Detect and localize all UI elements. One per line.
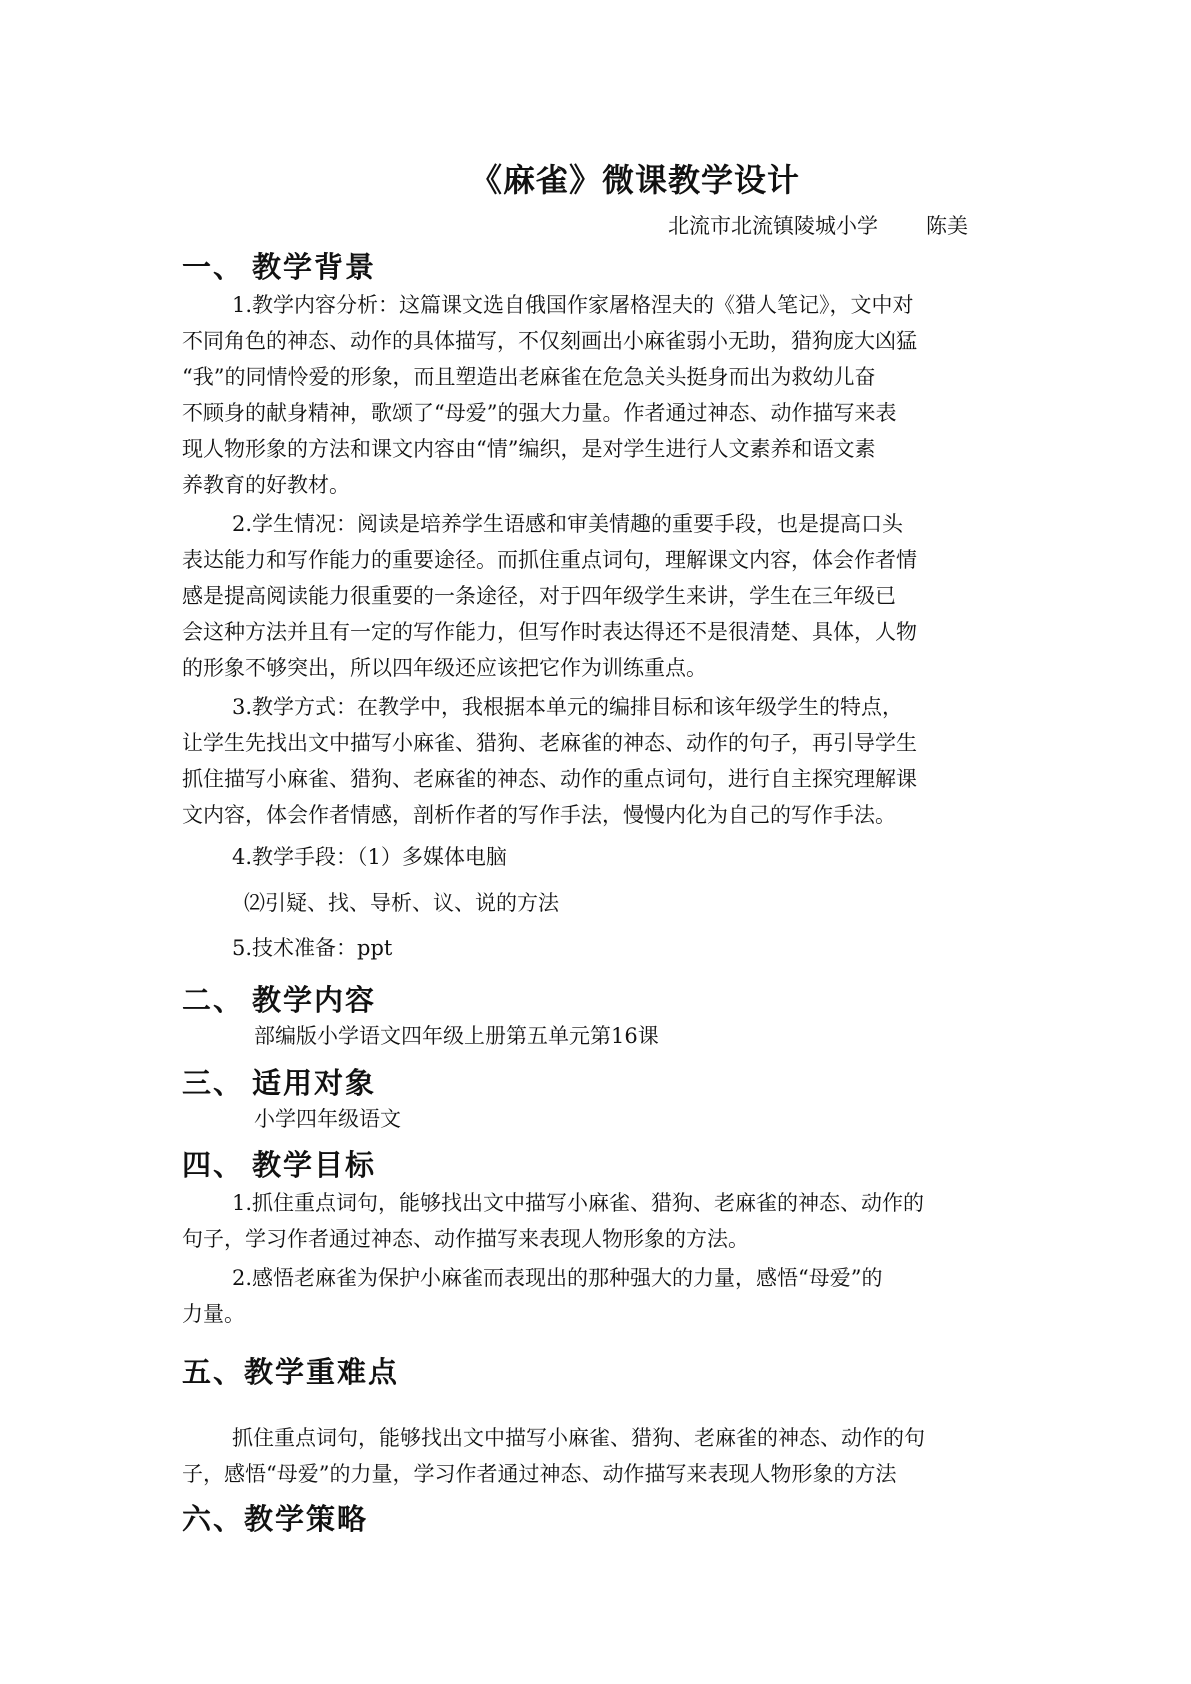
section-number: 四、 <box>182 1148 245 1182</box>
text-line: 会这种方法并且有一定的写作能力，但写作时表达得还不是很清楚、具体，人物 <box>182 620 917 644</box>
text-line: 的形象不够突出，所以四年级还应该把它作为训练重点。 <box>182 656 707 680</box>
section-3-text: 小学四年级语文 <box>254 1107 401 1131</box>
section-number: 二、 <box>182 983 245 1017</box>
section-number: 一、 <box>182 250 245 284</box>
paragraph-1-5: 5.技术准备：ppt <box>232 936 393 960</box>
section-title: 教学目标 <box>252 1148 377 1182</box>
section-heading-6: 六、教学策略 <box>182 1502 369 1536</box>
text-line: 3.教学方式：在教学中，我根据本单元的编排目标和该年级学生的特点， <box>232 695 904 719</box>
section-title: 适用对象 <box>252 1066 377 1100</box>
section-heading-1 <box>182 245 376 286</box>
text-line: 1.教学内容分析：这篇课文选自俄国作家屠格涅夫的《猎人笔记》，文中对 <box>232 293 914 317</box>
text-line: 2.感悟老麻雀为保护小麻雀而表现出的那种强大的力量，感悟“母爱”的 <box>232 1266 883 1290</box>
section-title: 教学背景 <box>252 250 377 284</box>
text-line: 感是提高阅读能力很重要的一条途径，对于四年级学生来讲，学生在三年级已 <box>182 584 896 608</box>
author-name: 陈美 <box>926 214 968 238</box>
author-line <box>668 210 968 240</box>
text-line: 表达能力和写作能力的重要途径。而抓住重点词句，理解课文内容，体会作者情 <box>182 548 917 572</box>
text-line: 子，感悟“母爱”的力量，学习作者通过神态、动作描写来表现人物形象的方法 <box>182 1462 897 1486</box>
section-heading-2 <box>182 978 376 1019</box>
paragraph-1-4b: ⑵引疑、找、导析、议、说的方法 <box>244 891 559 915</box>
text-line: 句子，学习作者通过神态、动作描写来表现人物形象的方法。 <box>182 1227 749 1251</box>
section-number: 三、 <box>182 1066 245 1100</box>
section-heading-5: 五、教学重难点 <box>182 1355 400 1389</box>
text-line: 不同角色的神态、动作的具体描写，不仅刻画出小麻雀弱小无助，猎狗庞大凶猛 <box>182 329 917 353</box>
text-line: 力量。 <box>182 1302 245 1326</box>
text-line: 抓住重点词句，能够找出文中描写小麻雀、猎狗、老麻雀的神态、动作的句 <box>232 1426 925 1450</box>
text-line: 2.学生情况：阅读是培养学生语感和审美情趣的重要手段，也是提高口头 <box>232 512 904 536</box>
section-heading-4 <box>182 1143 376 1184</box>
text-line: “我”的同情怜爱的形象，而且塑造出老麻雀在危急关头挺身而出为救幼儿奋 <box>182 365 876 389</box>
paragraph-1-4: 4.教学手段：（1）多媒体电脑 <box>232 845 507 869</box>
text-line: 不顾身的献身精神，歌颂了“母爱”的强大力量。作者通过神态、动作描写来表 <box>182 401 897 425</box>
text-line: 1.抓住重点词句，能够找出文中描写小麻雀、猎狗、老麻雀的神态、动作的 <box>232 1191 925 1215</box>
text-line: 现人物形象的方法和课文内容由“情”编织，是对学生进行人文素养和语文素 <box>182 437 876 461</box>
section-title: 教学内容 <box>252 983 377 1017</box>
text-line: 养教育的好教材。 <box>182 473 350 497</box>
text-line: 让学生先找出文中描写小麻雀、猎狗、老麻雀的神态、动作的句子，再引导学生 <box>182 731 917 755</box>
section-2-text: 部编版小学语文四年级上册第五单元第16课 <box>254 1024 659 1048</box>
text-line: 文内容，体会作者情感，剖析作者的写作手法，慢慢内化为自己的写作手法。 <box>182 803 896 827</box>
text-line: 抓住描写小麻雀、猎狗、老麻雀的神态、动作的重点词句，进行自主探究理解课 <box>182 767 917 791</box>
document-title: 《麻雀》微课教学设计 <box>470 161 801 199</box>
author-school: 北流市北流镇陵城小学 <box>668 214 878 238</box>
section-heading-3 <box>182 1061 376 1102</box>
